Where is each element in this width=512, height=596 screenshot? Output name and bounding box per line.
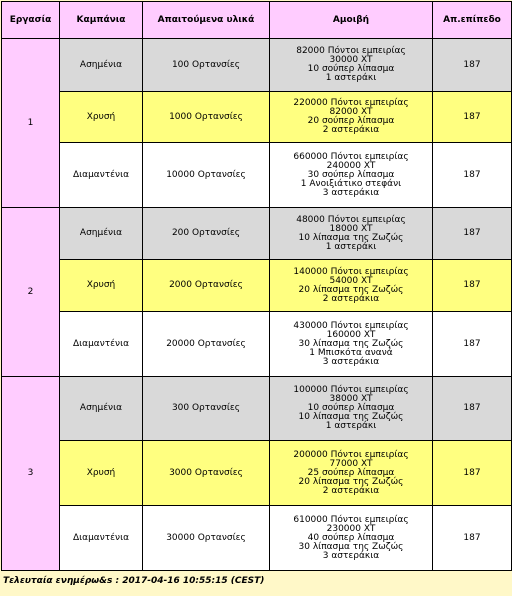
campaign-cell: Διαμαντένια [60, 143, 143, 208]
required-level-cell: 187 [433, 377, 512, 441]
required-materials-cell: 1000 Ορτανσίες [143, 92, 270, 143]
reward-line: 2 αστεράκια [322, 125, 380, 135]
reward-line: 48000 Πόντοι εμπειρίας [296, 214, 406, 225]
required-materials-cell: 10000 Ορτανσίες [143, 143, 270, 208]
reward-line: 54000 XT [329, 275, 373, 286]
required-level-cell: 187 [433, 260, 512, 312]
required-materials-cell: 2000 Ορτανσίες [143, 260, 270, 312]
required-level-cell: 187 [433, 39, 512, 92]
table-row [2, 92, 512, 143]
reward-line: 160000 XT [326, 329, 376, 340]
required-materials-cell: 30000 Ορτανσίες [143, 506, 270, 571]
reward-line: 20 λίπασμα της Ζωζώς [298, 284, 404, 295]
reward-line: 82000 XT [329, 107, 373, 117]
reward-line: 30 λίπασμα της Ζωζώς [298, 541, 404, 552]
reward-line: 82000 Πόντοι εμπειρίας [296, 46, 406, 56]
last-updated-text: Τελευταία ενημέρω&s : 2017-04-16 10:55:15 (CEST) [3, 576, 265, 586]
table-row [2, 39, 512, 92]
reward-cell [270, 441, 433, 506]
task-number: 2 [2, 208, 60, 377]
table-row [2, 377, 512, 441]
reward-line: 220000 Πόντοι εμπειρίας [293, 98, 409, 108]
required-level-cell: 187 [433, 208, 512, 260]
reward-cell [270, 143, 433, 208]
quest-rewards-table [1, 1, 512, 571]
reward-cell [270, 92, 433, 143]
required-level-cell: 187 [433, 312, 512, 377]
reward-line: 30 λίπασμα της Ζωζώς [298, 338, 404, 349]
reward-line: 3 αστεράκια [322, 187, 380, 198]
task-number: 3 [2, 377, 60, 571]
reward-line: 30000 XT [329, 55, 373, 65]
required-materials-cell: 100 Ορτανσίες [143, 39, 270, 92]
reward-line: 1 Μπισκότα ανανά [309, 347, 393, 358]
reward-line: 1 Ανοιξιάτικο στεφάνι [300, 178, 402, 189]
campaign-cell: Χρυσή [60, 441, 143, 506]
campaign-cell: Διαμαντένια [60, 506, 143, 571]
table-header-row [2, 2, 512, 39]
reward-line: 2 αστεράκια [322, 293, 380, 304]
required-materials-cell: 300 Ορτανσίες [143, 377, 270, 441]
header-reward: Αμοιβή [270, 2, 433, 39]
reward-cell [270, 506, 433, 571]
reward-line: 20 σούπερ λίπασμα [307, 116, 395, 126]
task-number: 1 [2, 39, 60, 208]
reward-line: 77000 XT [329, 458, 373, 469]
reward-cell [270, 377, 433, 441]
table-row [2, 312, 512, 377]
reward-line: 1 αστεράκι [325, 241, 377, 252]
reward-line: 10 λίπασμα της Ζωζώς [298, 232, 404, 243]
reward-line: 25 σούπερ λίπασμα [307, 467, 395, 478]
reward-line: 230000 XT [326, 523, 376, 534]
required-level-cell: 187 [433, 143, 512, 208]
table-row [2, 506, 512, 571]
required-materials-cell: 20000 Ορτανσίες [143, 312, 270, 377]
reward-line: 430000 Πόντοι εμπειρίας [293, 320, 409, 331]
reward-line: 3 αστεράκια [322, 356, 380, 367]
reward-line: 610000 Πόντοι εμπειρίας [293, 514, 409, 525]
reward-line: 240000 XT [326, 160, 376, 171]
header-task: Εργασία [2, 2, 60, 39]
table-row [2, 208, 512, 260]
reward-line: 40 σούπερ λίπασμα [307, 532, 395, 543]
reward-cell [270, 39, 433, 92]
table-body [2, 39, 512, 571]
required-level-cell: 187 [433, 506, 512, 571]
reward-line: 10 σούπερ λίπασμα [307, 403, 395, 413]
campaign-cell: Χρυσή [60, 260, 143, 312]
campaign-cell: Ασημένια [60, 377, 143, 441]
reward-line: 100000 Πόντοι εμπειρίας [293, 385, 409, 395]
required-level-cell: 187 [433, 92, 512, 143]
reward-cell [270, 260, 433, 312]
reward-line: 660000 Πόντοι εμπειρίας [293, 151, 409, 162]
reward-line: 1 αστεράκι [325, 421, 377, 431]
campaign-cell: Ασημένια [60, 39, 143, 92]
reward-cell [270, 312, 433, 377]
reward-line: 10 λίπασμα της Ζωζώς [298, 412, 404, 422]
campaign-cell: Ασημένια [60, 208, 143, 260]
header-level: Απ.επίπεδο [433, 2, 512, 39]
reward-line: 38000 XT [329, 394, 373, 404]
required-materials-cell: 3000 Ορτανσίες [143, 441, 270, 506]
reward-line: 140000 Πόντοι εμπειρίας [293, 266, 409, 277]
table-row [2, 441, 512, 506]
required-level-cell: 187 [433, 441, 512, 506]
table-row [2, 143, 512, 208]
reward-line: 2 αστεράκια [322, 485, 380, 496]
header-required: Απαιτούμενα υλικά [143, 2, 270, 39]
reward-line: 200000 Πόντοι εμπειρίας [293, 449, 409, 460]
reward-line: 20 λίπασμα της Ζωζώς [298, 476, 404, 487]
reward-line: 10 σούπερ λίπασμα [307, 64, 395, 74]
campaign-cell: Χρυσή [60, 92, 143, 143]
reward-line: 1 αστεράκι [325, 73, 377, 83]
required-materials-cell: 200 Ορτανσίες [143, 208, 270, 260]
reward-line: 18000 XT [329, 223, 373, 234]
header-campaign: Καμπάνια [60, 2, 143, 39]
reward-line: 30 σούπερ λίπασμα [307, 169, 395, 180]
table-row [2, 260, 512, 312]
reward-line: 3 αστεράκια [322, 550, 380, 561]
campaign-cell: Διαμαντένια [60, 312, 143, 377]
reward-cell [270, 208, 433, 260]
